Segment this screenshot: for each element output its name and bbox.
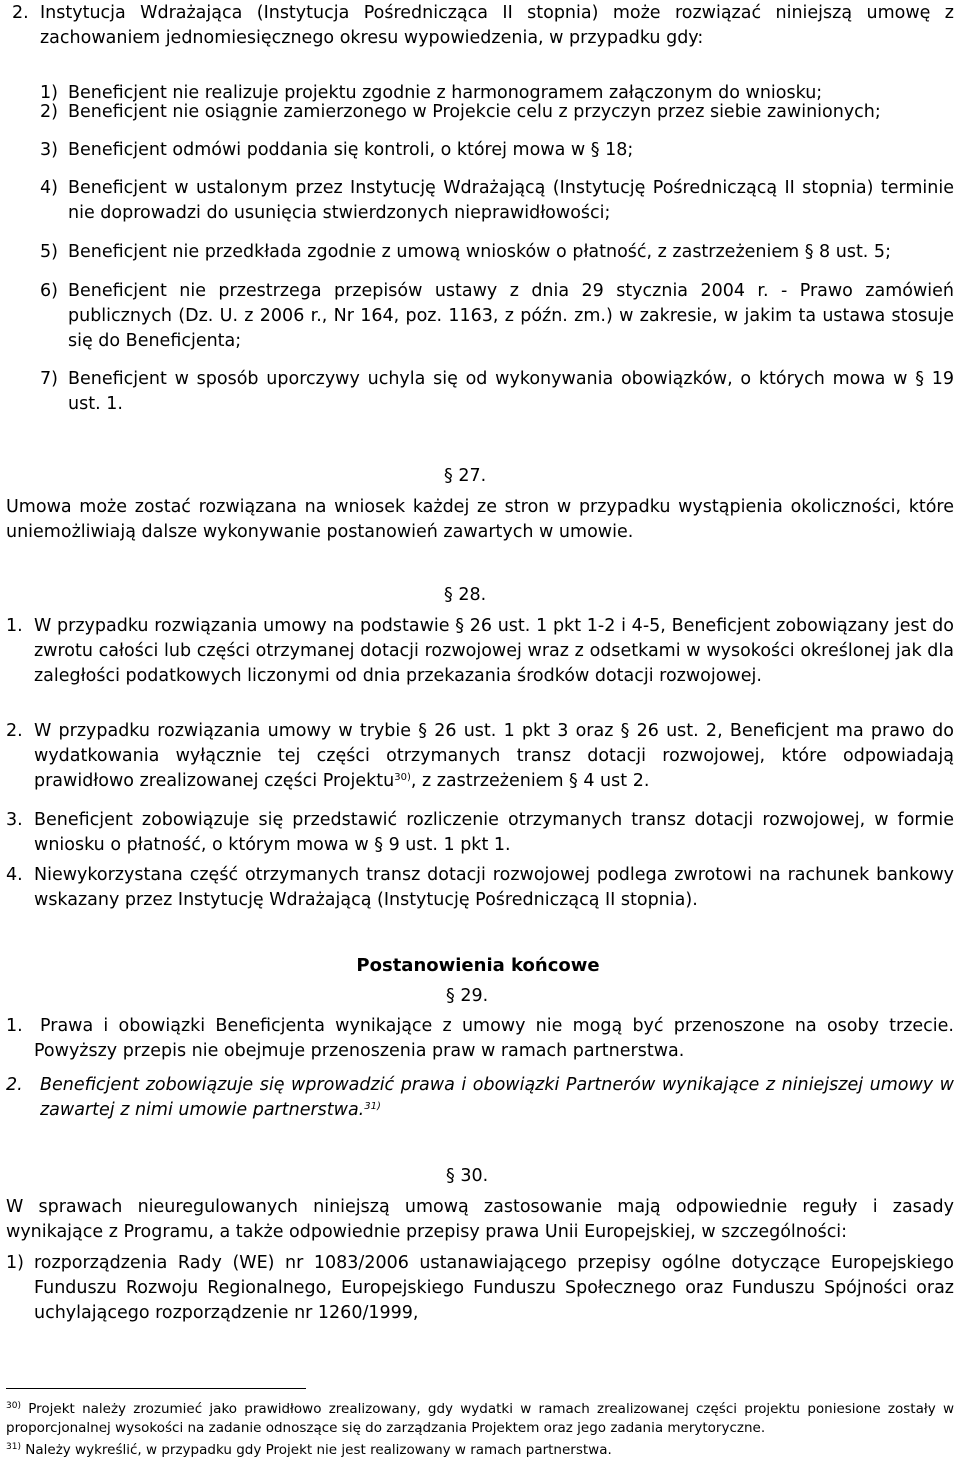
section-27-title: § 27. <box>444 466 487 486</box>
footnote-ref-30[interactable]: 30) <box>394 772 411 783</box>
paragraph-text: Prawa i obowiązki Beneficjenta wynikające z umowy nie mogą być przenoszone na osoby trzecie. Powyższy przepis nie obejmuje przenoszenia praw w ramach partnerstwa. <box>34 1016 954 1061</box>
footnote-separator <box>6 1388 306 1389</box>
list-text: Beneficjent nie przedkłada zgodnie z umową wniosków o płatność, z zastrzeżeniem § 8 ust. 5; <box>68 242 891 262</box>
paragraph-number: 1. <box>6 1016 23 1036</box>
paragraph-number: 3. <box>6 810 23 830</box>
list-text: Beneficjent odmówi poddania się kontroli, o której mowa w § 18; <box>68 140 634 160</box>
list-number: 3) <box>40 140 58 160</box>
section-30-text: W sprawach nieuregulowanych niniejszą umową zastosowanie mają odpowiednie reguły i zasady wynikające z Programu, a także odpowiednie przepisy prawa Unii Europejskiej, w szczególności: <box>6 1197 954 1242</box>
list-number: 2) <box>40 102 58 122</box>
list-item-2 <box>40 100 954 125</box>
paragraph-number: 2. <box>6 721 23 741</box>
paragraph-number: 2. <box>6 1075 23 1095</box>
section-28-paragraph-2 <box>6 719 954 794</box>
paragraph-2-intro <box>12 1 954 51</box>
list-number: 7) <box>40 369 58 389</box>
footnote-text: Projekt należy zrozumieć jako prawidłowo zrealizowany, gdy wydatki w ramach zrealizowanej części projektu poniesione zostały w proporcjonalnej wysokości na zadanie odnoszące się do zarządzania Projektem oraz jego zadania merytoryczne. <box>6 1401 954 1436</box>
list-item-5 <box>40 240 954 265</box>
section-29-title: § 29. <box>446 986 489 1006</box>
list-number: 4) <box>40 178 58 198</box>
list-number: 1) <box>40 82 58 103</box>
paragraph-text: Niewykorzystana część otrzymanych transz dotacji rozwojowej podlega zwrotowi na rachunek bankowy wskazany przez Instytucję Wdrażającą (Instytucję Pośredniczącą II stopnia). <box>34 865 954 910</box>
footnote-31 <box>6 1441 954 1460</box>
paragraph-text: Instytucja Wdrażająca (Instytucja Pośrednicząca II stopnia) może rozwiązać niniejszą umowę z zachowaniem jednomiesięcznego okresu wypowiedzenia, w przypadku gdy: <box>40 3 954 48</box>
list-number: 5) <box>40 242 58 262</box>
paragraph-number: 2. <box>12 3 29 23</box>
list-text: Beneficjent nie realizuje projektu zgodnie z harmonogramem załączonym do wniosku; <box>68 82 823 103</box>
paragraph-number: 4. <box>6 865 23 885</box>
paragraph-text: W przypadku rozwiązania umowy w trybie § 26 ust. 1 pkt 3 oraz § 26 ust. 2, Beneficjent ma prawo do wydatkowania wyłącznie tej części otrzymanych transz dotacji rozwojowej, które odpowiadają prawidłowo zrealizowanej części Projektu <box>34 721 954 791</box>
paragraph-text-end: , z zastrzeżeniem § 4 ust 2. <box>410 771 650 791</box>
footnote-30 <box>6 1400 954 1438</box>
section-27-text: Umowa może zostać rozwiązana na wniosek każdej ze stron w przypadku wystąpienia okoliczności, które uniemożliwiają dalsze wykonywanie postanowień zawartych w umowie. <box>6 497 954 542</box>
list-text: Beneficjent w ustalonym przez Instytucję Wdrażającą (Instytucję Pośredniczącą II stopnia) terminie nie doprowadzi do usunięcia stwierdzonych nieprawidłowości; <box>68 178 954 223</box>
list-item-3 <box>40 138 954 163</box>
footnote-text: Należy wykreślić, w przypadku gdy Projekt nie jest realizowany w ramach partnerstwa. <box>25 1442 612 1458</box>
final-provisions-heading: Postanowienia końcowe <box>356 955 600 976</box>
list-number: 6) <box>40 281 58 301</box>
footnote-ref-31[interactable]: 31) <box>364 1101 381 1112</box>
section-30-item-1 <box>6 1251 954 1326</box>
section-28-paragraph-3 <box>6 808 954 858</box>
paragraph-number: 1. <box>6 616 23 636</box>
section-29-paragraph-2 <box>6 1073 954 1123</box>
list-item-4 <box>40 176 954 226</box>
paragraph-text: Beneficjent zobowiązuje się wprowadzić prawa i obowiązki Partnerów wynikające z niniejszej umowy w zawartej z nimi umowie partnerstwa. <box>40 1075 954 1120</box>
footnote-mark: 30) <box>6 1401 21 1411</box>
list-number: 1) <box>6 1253 24 1273</box>
section-29-paragraph-1 <box>6 1014 954 1064</box>
list-text: rozporządzenia Rady (WE) nr 1083/2006 ustanawiającego przepisy ogólne dotyczące Europejskiego Funduszu Rozwoju Regionalnego, Europejskiego Funduszu Społecznego oraz Funduszu Spójności oraz uchylającego rozporządzenie nr 1260/1999, <box>34 1253 954 1323</box>
paragraph-text: W przypadku rozwiązania umowy na podstawie § 26 ust. 1 pkt 1-2 i 4-5, Beneficjent zobowiązany jest do zwrotu całości lub części otrzymanej dotacji rozwojowej wraz z odsetkami w wysokości określonej jak dla zaległości podatkowych liczonymi od dnia przekazania środków dotacji rozwojowej. <box>34 616 954 686</box>
section-28-paragraph-1 <box>6 614 954 689</box>
list-text: Beneficjent nie osiągnie zamierzonego w Projekcie celu z przyczyn przez siebie zawinionych; <box>68 102 881 122</box>
list-text: Beneficjent w sposób uporczywy uchyla się od wykonywania obowiązków, o których mowa w § 19 ust. 1. <box>68 369 954 414</box>
footnote-mark: 31) <box>6 1442 21 1452</box>
list-item-7 <box>40 367 954 417</box>
section-28-title: § 28. <box>444 585 487 605</box>
section-30-title: § 30. <box>446 1166 489 1186</box>
list-item-6 <box>40 279 954 354</box>
list-text: Beneficjent nie przestrzega przepisów ustawy z dnia 29 stycznia 2004 r. - Prawo zamówień publicznych (Dz. U. z 2006 r., Nr 164, poz. 1163, z późn. zm.) w zakresie, w jakim ta ustawa stosuje się do Beneficjenta; <box>68 281 954 351</box>
section-28-paragraph-4 <box>6 863 954 913</box>
paragraph-text: Beneficjent zobowiązuje się przedstawić rozliczenie otrzymanych transz dotacji rozwojowej, w formie wniosku o płatność, o którym mowa w § 9 ust. 1 pkt 1. <box>34 810 954 855</box>
